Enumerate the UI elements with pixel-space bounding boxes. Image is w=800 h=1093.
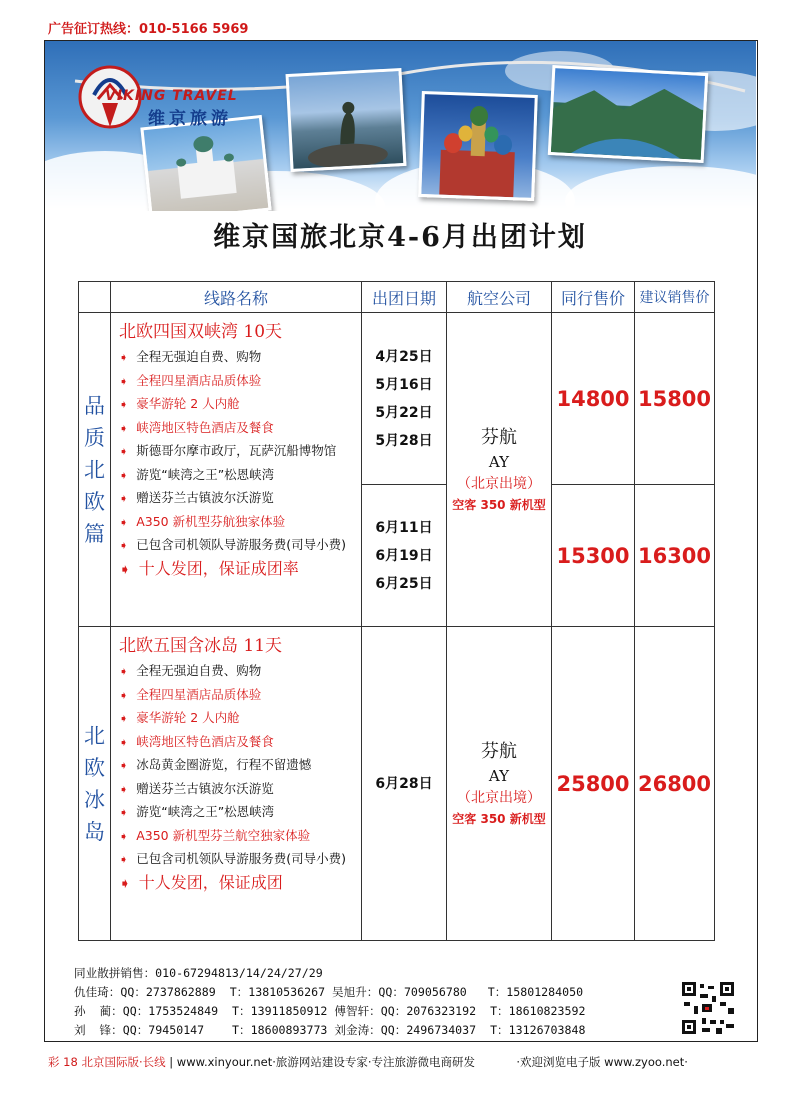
contact-row: 仇佳琦：QQ：2737862889 T：13810536267 吴旭升：QQ：709056780 T：15801284050 bbox=[74, 985, 584, 999]
arrow-bullet-icon: ➧ bbox=[119, 665, 129, 678]
route-feature-item: ➧ 全程四星酒店品质体验 bbox=[119, 686, 262, 702]
arrow-bullet-icon: ➧ bbox=[119, 782, 129, 796]
airline-info: 芬航 AY （北京出境） 空客 350 新机型 bbox=[447, 313, 552, 627]
arrow-bullet-icon: ➧ bbox=[119, 759, 129, 772]
qr-code-icon[interactable] bbox=[680, 980, 736, 1036]
page-footer bbox=[48, 1054, 758, 1070]
route-feature-item: ➧ 十人发团，保证成团 bbox=[119, 872, 283, 892]
brand-name-en: VIKING TRAVEL bbox=[105, 88, 238, 104]
header-trade-price: 同行售价 bbox=[552, 282, 635, 313]
arrow-bullet-icon: ➧ bbox=[119, 445, 129, 458]
header-date: 出团日期 bbox=[362, 282, 447, 313]
contact-row: 孙 蔺：QQ：1753524849 T：13911850912 傅智轩：QQ：2076323192 T：18610823592 bbox=[74, 1004, 586, 1018]
route-feature-item: ➧ 游览“峡湾之王”松恩峡湾 bbox=[119, 804, 275, 819]
arrow-bullet-icon: ➧ bbox=[119, 561, 131, 578]
category-premium-nordic: 品 质 北 欧 篇 bbox=[79, 313, 111, 627]
footer-site[interactable]: www.xinyour.net·旅游网站建设专家·专注旅游微电商研发 bbox=[176, 1055, 476, 1069]
arrow-bullet-icon: ➧ bbox=[119, 712, 129, 725]
route-nordic-5-countries-iceland bbox=[111, 627, 362, 941]
footer-emagazine[interactable]: ·欢迎浏览电子版 www.zyoo.net· bbox=[516, 1055, 688, 1069]
route-feature-item: ➧ 全程无强迫自费、购物 bbox=[119, 663, 262, 678]
table-header-row bbox=[79, 282, 715, 313]
route-feature-item: ➧ 已包含司机领队导游服务费(司导小费) bbox=[119, 537, 346, 552]
group-sales-line: 同业散拼销售：010-67294813/14/24/27/29 bbox=[74, 966, 323, 980]
ad-hotline: 广告征订热线：010-5166 5969 bbox=[48, 22, 249, 37]
route-feature-item: ➧ 全程四星酒店品质体验 bbox=[119, 372, 262, 388]
arrow-bullet-icon: ➧ bbox=[119, 688, 129, 702]
departure-dates: 6月11日 6月19日 6月25日 bbox=[362, 485, 447, 627]
brand-name-cn: 维京旅游 bbox=[148, 109, 232, 129]
arrow-bullet-icon: ➧ bbox=[119, 829, 129, 843]
trade-price: 14800 bbox=[552, 313, 635, 485]
arrow-bullet-icon: ➧ bbox=[119, 875, 131, 892]
retail-price: 26800 bbox=[635, 627, 715, 941]
departure-dates: 6月28日 bbox=[362, 627, 447, 941]
route-title: 北欧四国双峡湾 10天 bbox=[119, 322, 283, 342]
header-airline: 航空公司 bbox=[447, 282, 552, 313]
route-feature-item: ➧ 冰岛黄金圈游览，行程不留遗憾 bbox=[119, 757, 312, 772]
route-feature-item: ➧ 峡湾地区特色酒店及餐食 bbox=[119, 419, 274, 435]
arrow-bullet-icon: ➧ bbox=[119, 398, 129, 411]
route-feature-item: ➧ 峡湾地区特色酒店及餐食 bbox=[119, 733, 274, 749]
retail-price: 15800 bbox=[635, 313, 715, 485]
arrow-bullet-icon: ➧ bbox=[119, 468, 129, 482]
header-retail-price: 建议销售价 bbox=[635, 282, 715, 313]
route-feature-item: ➧ 全程无强迫自费、购物 bbox=[119, 349, 262, 364]
page-title: 维京国旅北京4-6月出团计划 bbox=[213, 222, 587, 253]
arrow-bullet-icon: ➧ bbox=[119, 351, 129, 364]
retail-price: 16300 bbox=[635, 485, 715, 627]
trade-price: 25800 bbox=[552, 627, 635, 941]
arrow-bullet-icon: ➧ bbox=[119, 421, 129, 435]
route-feature-item: ➧ 十人发团，保证成团率 bbox=[119, 558, 299, 578]
airline-info: 芬航 AY （北京出境） 空客 350 新机型 bbox=[447, 627, 552, 941]
departure-dates: 4月25日 5月16日 5月22日 5月28日 bbox=[362, 313, 447, 485]
category-nordic-iceland: 北 欧 冰 岛 bbox=[79, 627, 111, 941]
route-feature-item: ➧ A350 新机型芬航独家体验 bbox=[119, 513, 286, 529]
arrow-bullet-icon: ➧ bbox=[119, 539, 129, 552]
contact-row: 刘 锋：QQ：79450147 T：18600893773 刘金涛：QQ：2496734037 T：13126703848 bbox=[74, 1023, 586, 1037]
arrow-bullet-icon: ➧ bbox=[119, 492, 129, 505]
route-feature-item: ➧ 豪华游轮 2 人内舱 bbox=[119, 396, 240, 411]
footer-separator: | bbox=[169, 1055, 174, 1069]
arrow-bullet-icon: ➧ bbox=[119, 515, 129, 529]
itinerary-table bbox=[78, 281, 715, 941]
arrow-bullet-icon: ➧ bbox=[119, 806, 129, 819]
table-row bbox=[79, 627, 715, 941]
route-nordic-4-countries bbox=[111, 313, 362, 627]
route-feature-item: ➧ 斯德哥尔摩市政厅，瓦萨沉船博物馆 bbox=[119, 443, 337, 458]
page-number: 彩 18 北京国际版·长线 bbox=[48, 1055, 166, 1069]
route-feature-item: ➧ 豪华游轮 2 人内舱 bbox=[119, 710, 240, 725]
route-title: 北欧五国含冰岛 11天 bbox=[119, 636, 283, 656]
contact-block bbox=[74, 964, 585, 1040]
arrow-bullet-icon: ➧ bbox=[119, 374, 129, 388]
arrow-bullet-icon: ➧ bbox=[119, 735, 129, 749]
route-feature-item: ➧ 已包含司机领队导游服务费(司导小费) bbox=[119, 851, 346, 866]
route-feature-item: ➧ 赠送芬兰古镇波尔沃游览 bbox=[119, 490, 274, 505]
route-feature-item: ➧ 游览“峡湾之王”松恩峡湾 bbox=[119, 466, 275, 482]
route-feature-item: ➧ 赠送芬兰古镇波尔沃游览 bbox=[119, 780, 274, 796]
route-feature-item: ➧ A350 新机型芬兰航空独家体验 bbox=[119, 827, 311, 843]
header-empty bbox=[79, 282, 111, 313]
table-row bbox=[79, 313, 715, 485]
arrow-bullet-icon: ➧ bbox=[119, 853, 129, 866]
trade-price: 15300 bbox=[552, 485, 635, 627]
header-route: 线路名称 bbox=[111, 282, 362, 313]
